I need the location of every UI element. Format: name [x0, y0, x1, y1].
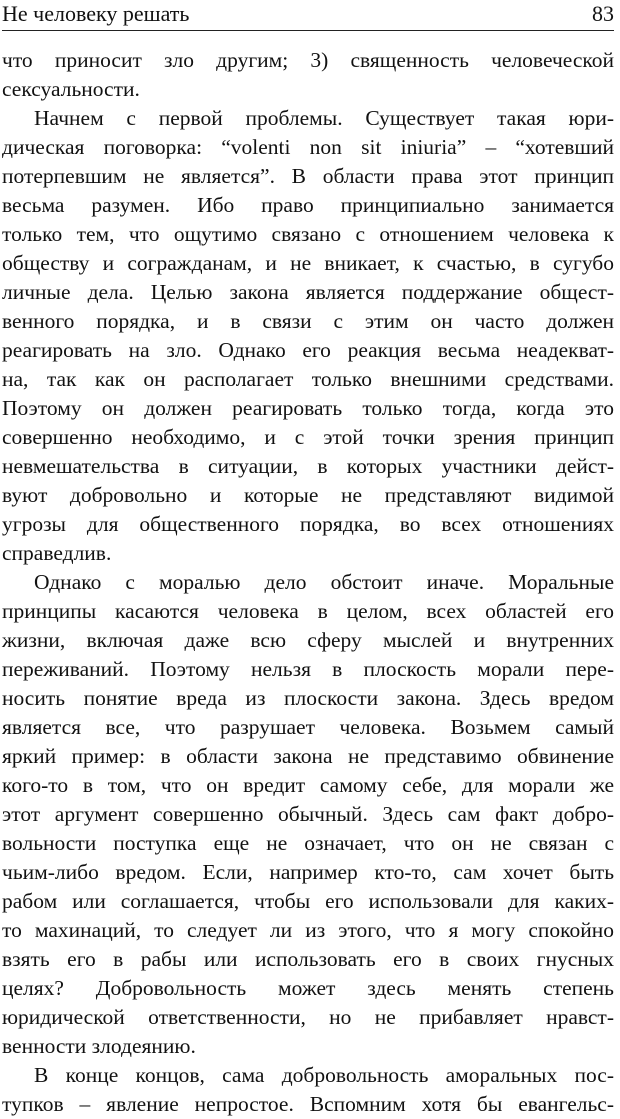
text-line: справедлив. [2, 541, 112, 565]
text-line: венного порядка, и в связи с этим он часто должен [2, 309, 614, 333]
text-line: дическая поговорка: “volenti non sit iniuria” – “хотевший [2, 135, 614, 159]
text-line: является все, что разрушает человека. Возьмем самый [2, 715, 614, 739]
text-line: Однако с моралью дело обстоит иначе. Моральные [34, 570, 614, 594]
text-line: реагировать на зло. Однако его реакция весьма неадекват- [2, 338, 614, 362]
text-line: венности злодеянию. [2, 1034, 196, 1058]
text-line: потерпевшим не является”. В области права этот принцип [2, 164, 614, 188]
text-line: на, так как он располагает только внешними средствами. [2, 367, 614, 391]
text-line: что приносит зло другим; 3) священность человеческой [2, 48, 614, 72]
text-line: переживаний. Поэтому нельзя в плоскость морали пере- [2, 657, 614, 681]
text-line: весьма разумен. Ибо право принципиально занимается [2, 193, 614, 217]
text-line: вуют добровольно и которые не представляют видимой [2, 483, 614, 507]
text-line: Начнем с первой проблемы. Существует такая юри- [34, 106, 614, 130]
text-line: взять его в рабы или использовать его в своих гнусных [2, 947, 614, 971]
text-line: яркий пример: в области закона не представимо обвинение [2, 744, 614, 768]
text-line: обществу и согражданам, и не вникает, к счастью, в сугубо [2, 251, 614, 275]
text-line: сексуальности. [2, 77, 140, 101]
text-line: вольности поступка еще не означает, что он не связан с [2, 831, 614, 855]
text-line: тупков – явление непростое. Вспомним хотя бы евангельс- [2, 1092, 614, 1116]
text-line: юридической ответственности, но не прибавляет нравст- [2, 1005, 614, 1029]
text-line: кого-то в том, что он вредит самому себе, для морали же [2, 773, 614, 797]
text-line: носить понятие вреда из плоскости закона. Здесь вредом [2, 686, 614, 710]
text-line: принципы касаются человека в целом, всех областей его [2, 599, 614, 623]
text-line: угрозы для общественного порядка, во всех отношениях [2, 512, 614, 536]
text-line: Поэтому он должен реагировать только тогда, когда это [2, 396, 614, 420]
text-line: жизни, включая даже всю сферу мыслей и внутренних [2, 628, 614, 652]
text-line: этот аргумент совершенно обычный. Здесь сам факт добро- [2, 802, 614, 826]
page-number: 83 [592, 1, 614, 26]
text-line: рабом или соглашается, чтобы его использовали для каких- [2, 889, 614, 913]
running-header [2, 2, 614, 31]
text-line: только тем, что ощутимо связано с отношением человека к [2, 222, 614, 246]
text-line: целях? Добровольность может здесь менять степень [2, 976, 614, 1000]
text-line: то махинаций, то следует ли из этого, что я могу спокойно [2, 918, 614, 942]
text-line: чьим-либо вредом. Если, например кто-то, сам хочет быть [2, 860, 614, 884]
running-title: Не человеку решать [2, 1, 190, 26]
text-line: совершенно необходимо, и с этой точки зрения принцип [2, 425, 614, 449]
text-line: В конце концов, сама добровольность аморальных пос- [34, 1063, 614, 1087]
body-text [2, 46, 614, 1119]
text-line: личные дела. Целью закона является поддержание общест- [2, 280, 614, 304]
text-line: невмешательства в ситуации, в которых участники дейст- [2, 454, 614, 478]
